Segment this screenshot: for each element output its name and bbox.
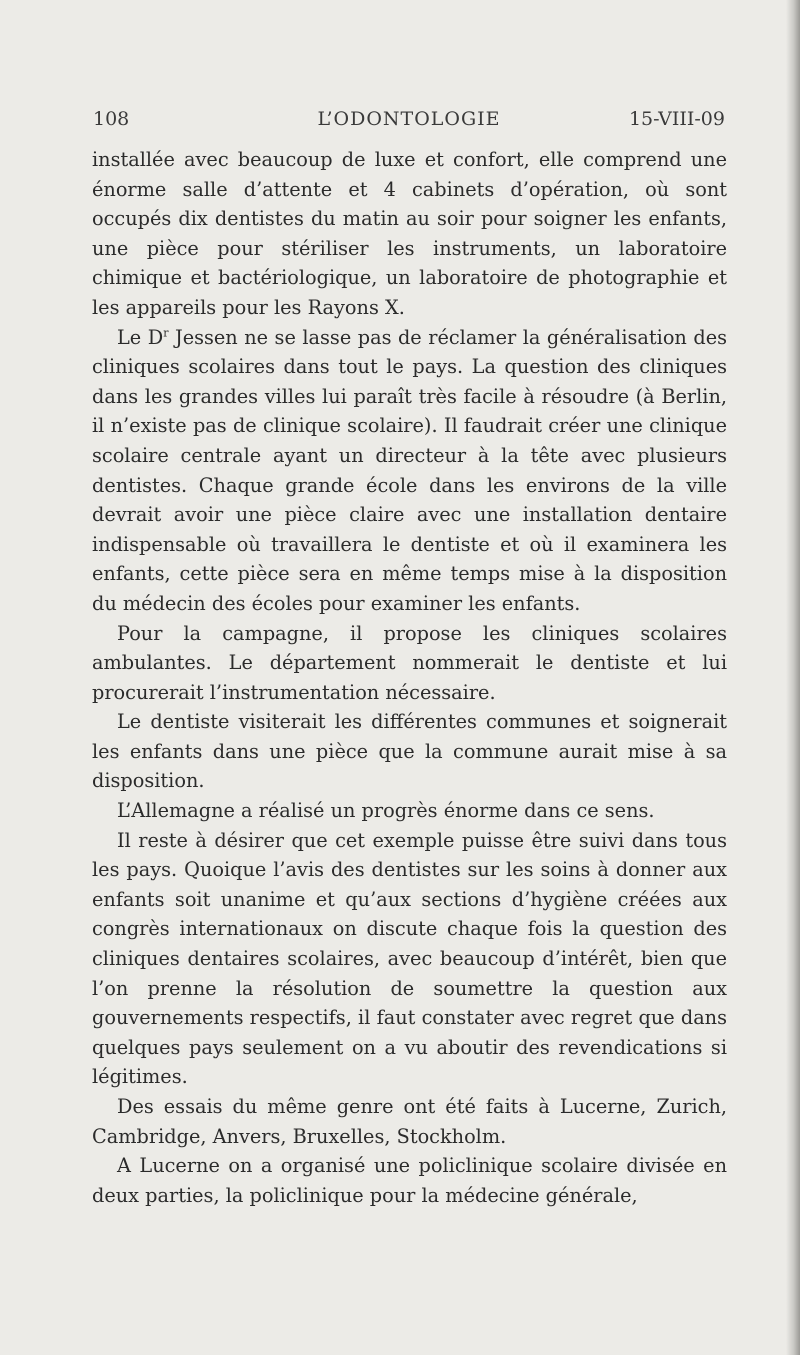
page-number: 108 <box>93 108 130 130</box>
paragraph-text: Jessen ne se lasse pas de réclamer la généralisation des cliniques scolaires dans tout le pays. La question des cliniques dans les grandes villes lui paraît très facile à résoudre (à Berlin, il n’existe pas de clinique scolaire). Il faudrait créer une clinique scolaire centrale ayant un directeur à la tête avec plusieurs dentistes. Chaque grande école dans les environs de la ville devrait avoir une pièce claire avec une installation dentaire indispensable où travaillera le dentiste et où il examinera les enfants, cette pièce sera en même temps mise à la disposition du médecin des écoles pour examiner les enfants. <box>92 325 727 615</box>
paragraph: A Lucerne on a organisé une policlinique scolaire divisée en deux parties, la policlinique pour la médecine générale, <box>92 1154 727 1207</box>
paragraph: Des essais du même genre ont été faits à Lucerne, Zurich, Cambridge, Anvers, Bruxelles, Stockholm. <box>92 1095 727 1148</box>
page-edge-shadow <box>786 0 800 1355</box>
paragraph: Pour la campagne, il propose les cliniques scolaires ambulantes. Le département nommerait le dentiste et lui procurerait l’instrumentation nécessaire. <box>92 621 727 704</box>
issue-date: 15-VIII-09 <box>628 108 725 130</box>
running-header <box>93 108 725 138</box>
paragraph: L’Allemagne a réalisé un progrès énorme dans ce sens. <box>117 799 655 823</box>
title-prefix: Le D <box>117 325 164 349</box>
paragraph <box>92 323 727 619</box>
title-superscript: r <box>163 326 169 340</box>
paragraph: Le dentiste visiterait les différentes communes et soignerait les enfants dans une pièce que la commune aurait mise à sa disposition. <box>92 710 727 793</box>
paragraph: installée avec beaucoup de luxe et confort, elle comprend une énorme salle d’attente et 4 cabinets d’opération, où sont occupés dix dentistes du matin au soir pour soigner les enfants, une pièce pour stériliser les instruments, un laboratoire chimique et bactériologique, un laboratoire de photographie et les appareils pour les Rayons X. <box>92 148 727 319</box>
journal-title: L’ODONTOLOGIE <box>317 108 501 130</box>
paragraph: Il reste à désirer que cet exemple puisse être suivi dans tous les pays. Quoique l’avis des dentistes sur les soins à donner aux enfants soit unanime et qu’aux sections d’hygiène créées aux congrès internationaux on discute chaque fois la question des cliniques dentaires scolaires, avec beaucoup d’intérêt, bien que l’on prenne la résolution de soumettre la question aux gouvernements respectifs, il faut constater avec regret que dans quelques pays seulement on a vu aboutir des revendications si légitimes. <box>92 828 727 1089</box>
body-text <box>92 145 727 1210</box>
